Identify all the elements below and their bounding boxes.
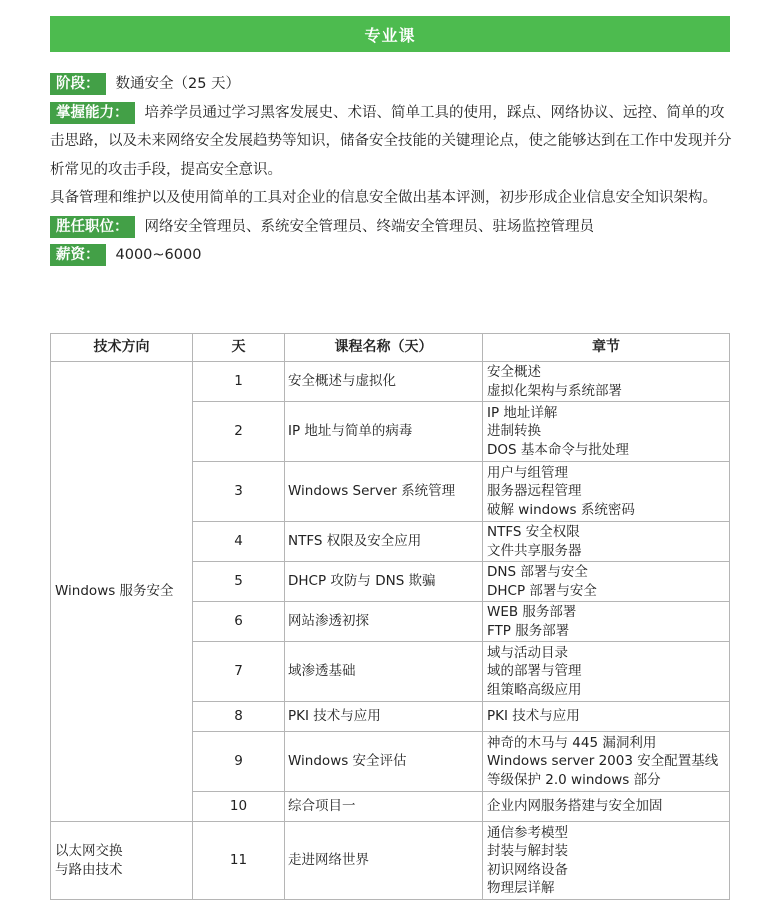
chapter-item: Windows server 2003 安全配置基线 xyxy=(487,753,719,770)
chapter-cell xyxy=(483,522,730,562)
ability-line-2: 具备管理和维护以及使用简单的工具对企业的信息安全做出基本评测，初步形成企业信息安全知识架构。 xyxy=(50,190,717,206)
ability-text: 培养学员通过学习黑客发展史、术语、简单工具的使用，踩点、网络协议、远控、简单的攻击思路，以及未来网络安全发展趋势等知识，储备安全技能的关键理论点，使之能够达到在工作中发现并分析常见的攻击手段，提高安全意识。 xyxy=(50,104,732,178)
chapter-item: 域的部署与管理 xyxy=(487,663,582,680)
chapter-item: 域与活动目录 xyxy=(487,644,568,661)
stage-label: 阶段： xyxy=(50,73,106,95)
chapter-item: 用户与组管理 xyxy=(487,464,568,481)
section-banner: 专业课 xyxy=(50,16,730,52)
chapter-item: PKI 技术与应用 xyxy=(487,708,580,725)
salary-label: 薪资： xyxy=(50,244,106,266)
chapter-cell xyxy=(483,792,730,822)
course-info xyxy=(50,70,735,270)
course-cell: 走进网络世界 xyxy=(285,822,483,900)
table-header-row xyxy=(51,334,730,362)
day-cell: 7 xyxy=(193,642,285,702)
ability-line xyxy=(50,99,735,185)
chapter-item: DNS 部署与安全 xyxy=(487,564,588,580)
table-row xyxy=(51,362,730,402)
chapter-cell xyxy=(483,642,730,702)
job-label: 胜任职位： xyxy=(50,216,135,238)
salary-value: 4000~6000 xyxy=(115,247,202,263)
chapter-item: 文件共享服务器 xyxy=(487,542,582,559)
stage-value: 数通安全（25 天） xyxy=(115,76,241,92)
chapter-item: NTFS 安全权限 xyxy=(487,524,580,540)
chapter-cell xyxy=(483,702,730,732)
day-cell: 4 xyxy=(193,522,285,562)
chapter-item: 组策略高级应用 xyxy=(487,681,582,698)
course-cell: Windows 安全评估 xyxy=(285,732,483,792)
course-cell: 安全概述与虚拟化 xyxy=(285,362,483,402)
chapter-item: 进制转换 xyxy=(487,423,541,440)
direction-cell xyxy=(51,822,193,900)
course-cell: Windows Server 系统管理 xyxy=(285,462,483,522)
chapter-item: 服务器远程管理 xyxy=(487,483,582,500)
chapter-item: 封装与解封装 xyxy=(487,843,568,859)
chapter-cell xyxy=(483,562,730,602)
chapter-item: DHCP 部署与安全 xyxy=(487,582,597,599)
day-cell: 1 xyxy=(193,362,285,402)
chapter-item: 破解 windows 系统密码 xyxy=(487,501,635,518)
chapter-item: 企业内网服务搭建与安全加固 xyxy=(487,798,663,815)
table-row xyxy=(51,822,730,900)
header-chapter: 章节 xyxy=(483,334,730,362)
chapter-cell xyxy=(483,822,730,900)
direction-cell: Windows 服务安全 xyxy=(51,362,193,822)
header-direction: 技术方向 xyxy=(51,334,193,362)
day-cell: 11 xyxy=(193,822,285,900)
course-cell: NTFS 权限及安全应用 xyxy=(285,522,483,562)
course-table xyxy=(50,333,730,900)
salary-line xyxy=(50,241,735,270)
chapter-item: WEB 服务部署 xyxy=(487,604,577,620)
chapter-item: FTP 服务部署 xyxy=(487,622,570,639)
course-cell: IP 地址与简单的病毒 xyxy=(285,402,483,462)
chapter-item: IP 地址详解 xyxy=(487,404,558,421)
direction-line: 以太网交换 xyxy=(55,843,123,859)
chapter-cell xyxy=(483,732,730,792)
day-cell: 10 xyxy=(193,792,285,822)
course-cell: DHCP 攻防与 DNS 欺骗 xyxy=(285,562,483,602)
course-cell: 域渗透基础 xyxy=(285,642,483,702)
header-course: 课程名称（天） xyxy=(285,334,483,362)
chapter-cell xyxy=(483,602,730,642)
direction-line: 与路由技术 xyxy=(55,861,123,878)
chapter-item: DOS 基本命令与批处理 xyxy=(487,441,629,458)
chapter-item: 神奇的木马与 445 漏洞利用 xyxy=(487,734,657,751)
chapter-item: 等级保护 2.0 windows 部分 xyxy=(487,771,661,788)
day-cell: 6 xyxy=(193,602,285,642)
chapter-item: 虚拟化架构与系统部署 xyxy=(487,382,622,399)
chapter-item: 物理层详解 xyxy=(487,880,555,896)
job-line xyxy=(50,213,735,242)
course-cell: 网站渗透初探 xyxy=(285,602,483,642)
day-cell: 3 xyxy=(193,462,285,522)
day-cell: 5 xyxy=(193,562,285,602)
chapter-item: 初识网络设备 xyxy=(487,861,568,878)
header-day: 天 xyxy=(193,334,285,362)
chapter-cell xyxy=(483,362,730,402)
day-cell: 2 xyxy=(193,402,285,462)
course-cell: PKI 技术与应用 xyxy=(285,702,483,732)
day-cell: 9 xyxy=(193,732,285,792)
ability-label: 掌握能力： xyxy=(50,102,135,124)
course-cell: 综合项目一 xyxy=(285,792,483,822)
job-value: 网络安全管理员、系统安全管理员、终端安全管理员、驻场监控管理员 xyxy=(144,218,594,235)
chapter-cell xyxy=(483,462,730,522)
day-cell: 8 xyxy=(193,702,285,732)
chapter-item: 安全概述 xyxy=(487,364,541,380)
chapter-item: 通信参考模型 xyxy=(487,824,568,841)
stage-line xyxy=(50,70,735,99)
chapter-cell xyxy=(483,402,730,462)
